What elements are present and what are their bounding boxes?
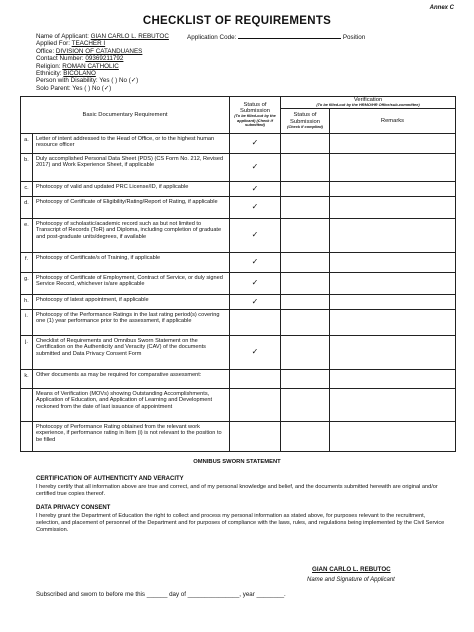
- dpc-heading: DATA PRIVACY CONSENT: [36, 505, 111, 511]
- header-status-line1: Status of: [243, 102, 267, 108]
- row-letter: a.: [21, 133, 33, 153]
- applicant-name-value: GIAN CARLO L. REBUTOC: [90, 33, 169, 40]
- applicant-info: [36, 33, 169, 92]
- signature-label: Name and Signature of Applicant: [307, 577, 395, 583]
- row-status-check[interactable]: ✓: [230, 196, 281, 218]
- row-remarks[interactable]: [330, 133, 456, 153]
- header-verification: [281, 97, 456, 109]
- row-verification-status[interactable]: [281, 388, 330, 421]
- row-status-check[interactable]: [230, 309, 281, 335]
- row-verification-status[interactable]: [281, 335, 330, 369]
- page-title: CHECKLIST OF REQUIREMENTS: [142, 15, 332, 27]
- cav-heading: CERTIFICATION OF AUTHENTICITY AND VERACITY: [36, 476, 184, 482]
- position-label: Position: [341, 34, 366, 41]
- office-value: DIVISION OF CATANDUANES: [55, 47, 143, 55]
- row-remarks[interactable]: [330, 369, 456, 388]
- row-verification-status[interactable]: [281, 309, 330, 335]
- row-letter: c.: [21, 181, 33, 196]
- header-status: [230, 97, 281, 134]
- omnibus-heading: OMNIBUS SWORN STATEMENT: [193, 459, 281, 465]
- row-remarks[interactable]: [330, 252, 456, 272]
- row-letter: d.: [21, 196, 33, 218]
- row-verification-status[interactable]: [281, 369, 330, 388]
- requirements-table: [20, 96, 456, 452]
- row-letter: g.: [21, 272, 33, 294]
- row-letter: j.: [21, 335, 33, 369]
- header-basic-requirement: Basic Documentary Requirement: [21, 97, 230, 134]
- row-verification-status[interactable]: [281, 294, 330, 309]
- contact-value: 09369211792: [85, 55, 124, 63]
- row-remarks[interactable]: [330, 272, 456, 294]
- disability-row: Person with Disability: Yes ( ) No (✓): [36, 77, 139, 85]
- applied-label: Applied For:: [36, 40, 72, 48]
- sworn-statement: Subscribed and sworn to before me this ______ day of _______________, year ________.: [36, 591, 286, 598]
- row-verification-status[interactable]: [281, 272, 330, 294]
- ethnicity-label: Ethnicity:: [36, 70, 64, 78]
- table-row: [21, 369, 456, 388]
- applicant-name-row: [36, 33, 169, 40]
- row-status-check[interactable]: [230, 421, 281, 451]
- row-letter: f.: [21, 252, 33, 272]
- row-letter: b.: [21, 153, 33, 181]
- row-verification-status[interactable]: [281, 133, 330, 153]
- header-remarks: Remarks: [330, 108, 456, 133]
- row-status-check[interactable]: [230, 369, 281, 388]
- row-letter: h.: [21, 294, 33, 309]
- row-letter: [21, 421, 33, 451]
- header-verification-status: [281, 108, 330, 133]
- row-requirement: Checklist of Requirements and Omnibus Sworn Statement on the Certification on the Authenticity and Veracity (CAV) of the documents submitted and Data Privacy Consent Form: [33, 335, 230, 369]
- row-requirement: Photocopy of scholastic/academic record such as but not limited to Transcript of Records (ToR) and Diploma, including completion of graduate and post-graduate units/degrees, if available: [33, 218, 230, 252]
- name-label: Name of Applicant:: [36, 33, 91, 40]
- religion-row: [36, 63, 169, 70]
- table-row: [21, 196, 456, 218]
- row-requirement: Photocopy of Performance Rating obtained from the relevant work experience, if performance rating in Item (i) is not relevant to the position to be filled: [33, 421, 230, 451]
- row-remarks[interactable]: [330, 335, 456, 369]
- row-status-check[interactable]: ✓: [230, 335, 281, 369]
- table-row: [21, 153, 456, 181]
- header-verification-note: (To be filled-out by the HRMO/HR Office/sub-committee): [316, 102, 420, 108]
- religion-label: Religion:: [36, 62, 63, 70]
- contact-label: Contact Number:: [36, 55, 86, 63]
- app-code-line: [238, 33, 341, 39]
- table-row: [21, 272, 456, 294]
- header-status-note: (To be filled-out by the applicant) (Check if submitted): [234, 113, 276, 128]
- applied-for-value: TEACHER I: [71, 40, 106, 48]
- row-verification-status[interactable]: [281, 153, 330, 181]
- row-letter: k.: [21, 369, 33, 388]
- table-row: [21, 335, 456, 369]
- table-row: [21, 133, 456, 153]
- table-row: [21, 252, 456, 272]
- table-row: [21, 218, 456, 252]
- row-verification-status[interactable]: [281, 421, 330, 451]
- row-remarks[interactable]: [330, 218, 456, 252]
- header-status-line2: Submission: [240, 108, 270, 115]
- table-row: [21, 294, 456, 309]
- row-remarks[interactable]: [330, 181, 456, 196]
- row-status-check[interactable]: ✓: [230, 181, 281, 196]
- row-status-check[interactable]: ✓: [230, 294, 281, 309]
- table-row: [21, 421, 456, 451]
- row-status-check[interactable]: ✓: [230, 133, 281, 153]
- row-status-check[interactable]: ✓: [230, 272, 281, 294]
- row-requirement: Photocopy of Certificate of Employment, Contract of Service, or duly signed Service Record, whichever is/are applicable: [33, 272, 230, 294]
- row-remarks[interactable]: [330, 294, 456, 309]
- row-status-check[interactable]: ✓: [230, 153, 281, 181]
- header-vstatus-line2: Submission: [290, 118, 320, 125]
- row-remarks[interactable]: [330, 421, 456, 451]
- row-requirement: Duly accomplished Personal Data Sheet (PDS) (CS Form No. 212, Revised 2017) and Work Experience Sheet, if applicable: [33, 153, 230, 181]
- cav-text: I hereby certify that all information above are true and correct, and of my personal knowledge and belief, and the documents submitted herewith are original and/or certified true copies thereof.: [36, 484, 438, 497]
- application-code: [187, 33, 365, 41]
- row-status-check[interactable]: ✓: [230, 218, 281, 252]
- row-requirement: Photocopy of Certificate/s of Training, if applicable: [33, 252, 230, 272]
- row-letter: i.: [21, 309, 33, 335]
- table-row: [21, 309, 456, 335]
- dpc-text: I hereby grant the Department of Education the right to collect and process my personal information as stated above, for purposes relevant to the recruitment, selection, and placement of personnel of the Department and for purposes of compliance with the laws, rules, and regulations being implemented by the Civil Service Commission.: [36, 513, 445, 533]
- row-remarks[interactable]: [330, 388, 456, 421]
- ethnicity-row: [36, 70, 169, 77]
- row-requirement: Photocopy of valid and updated PRC License/ID, if applicable: [33, 181, 230, 196]
- row-letter: e.: [21, 218, 33, 252]
- ethnicity-value: BICOLANO: [63, 70, 96, 78]
- office-label: Office:: [36, 47, 56, 55]
- row-status-check[interactable]: [230, 388, 281, 421]
- row-letter: [21, 388, 33, 421]
- row-requirement: Letter of intent addressed to the Head of Office, or to the highest human resource officer: [33, 133, 230, 153]
- app-code-label: Application Code:: [187, 34, 239, 41]
- row-requirement: Photocopy of the Performance Ratings in the last rating period(s) covering one (1) year performance prior to the assessment, if applicable: [33, 309, 230, 335]
- table-row: [21, 181, 456, 196]
- office-row: [36, 48, 169, 55]
- contact-row: [36, 55, 169, 62]
- row-verification-status[interactable]: [281, 252, 330, 272]
- row-remarks[interactable]: [330, 309, 456, 335]
- header-vstatus-line1: Status of: [293, 112, 317, 119]
- signature-name: GIAN CARLO L. REBUTOC: [312, 566, 391, 573]
- row-verification-status[interactable]: [281, 218, 330, 252]
- row-requirement: Other documents as may be required for comparative assessment:: [33, 369, 230, 388]
- row-requirement: Photocopy of Certificate of Eligibility/Rating/Report of Rating, if applicable: [33, 196, 230, 218]
- religion-value: ROMAN CATHOLIC: [62, 62, 119, 70]
- row-requirement: Photocopy of latest appointment, if applicable: [33, 294, 230, 309]
- row-verification-status[interactable]: [281, 181, 330, 196]
- applied-for-row: [36, 40, 169, 47]
- row-verification-status[interactable]: [281, 196, 330, 218]
- row-requirement: Means of Verification (MOVs) showing Outstanding Accomplishments, Application of Education, and Application of Learning and Development reckoned from the date of last issuance of appointment: [33, 388, 230, 421]
- table-row: [21, 388, 456, 421]
- annex-label: Annex C: [429, 5, 454, 11]
- row-status-check[interactable]: ✓: [230, 252, 281, 272]
- solo-parent-row: Solo Parent: Yes ( ) No (✓): [36, 84, 112, 92]
- row-remarks[interactable]: [330, 196, 456, 218]
- header-verification-title: Verification: [353, 97, 383, 103]
- header-vstatus-note: (Check if complied): [287, 123, 323, 129]
- row-remarks[interactable]: [330, 153, 456, 181]
